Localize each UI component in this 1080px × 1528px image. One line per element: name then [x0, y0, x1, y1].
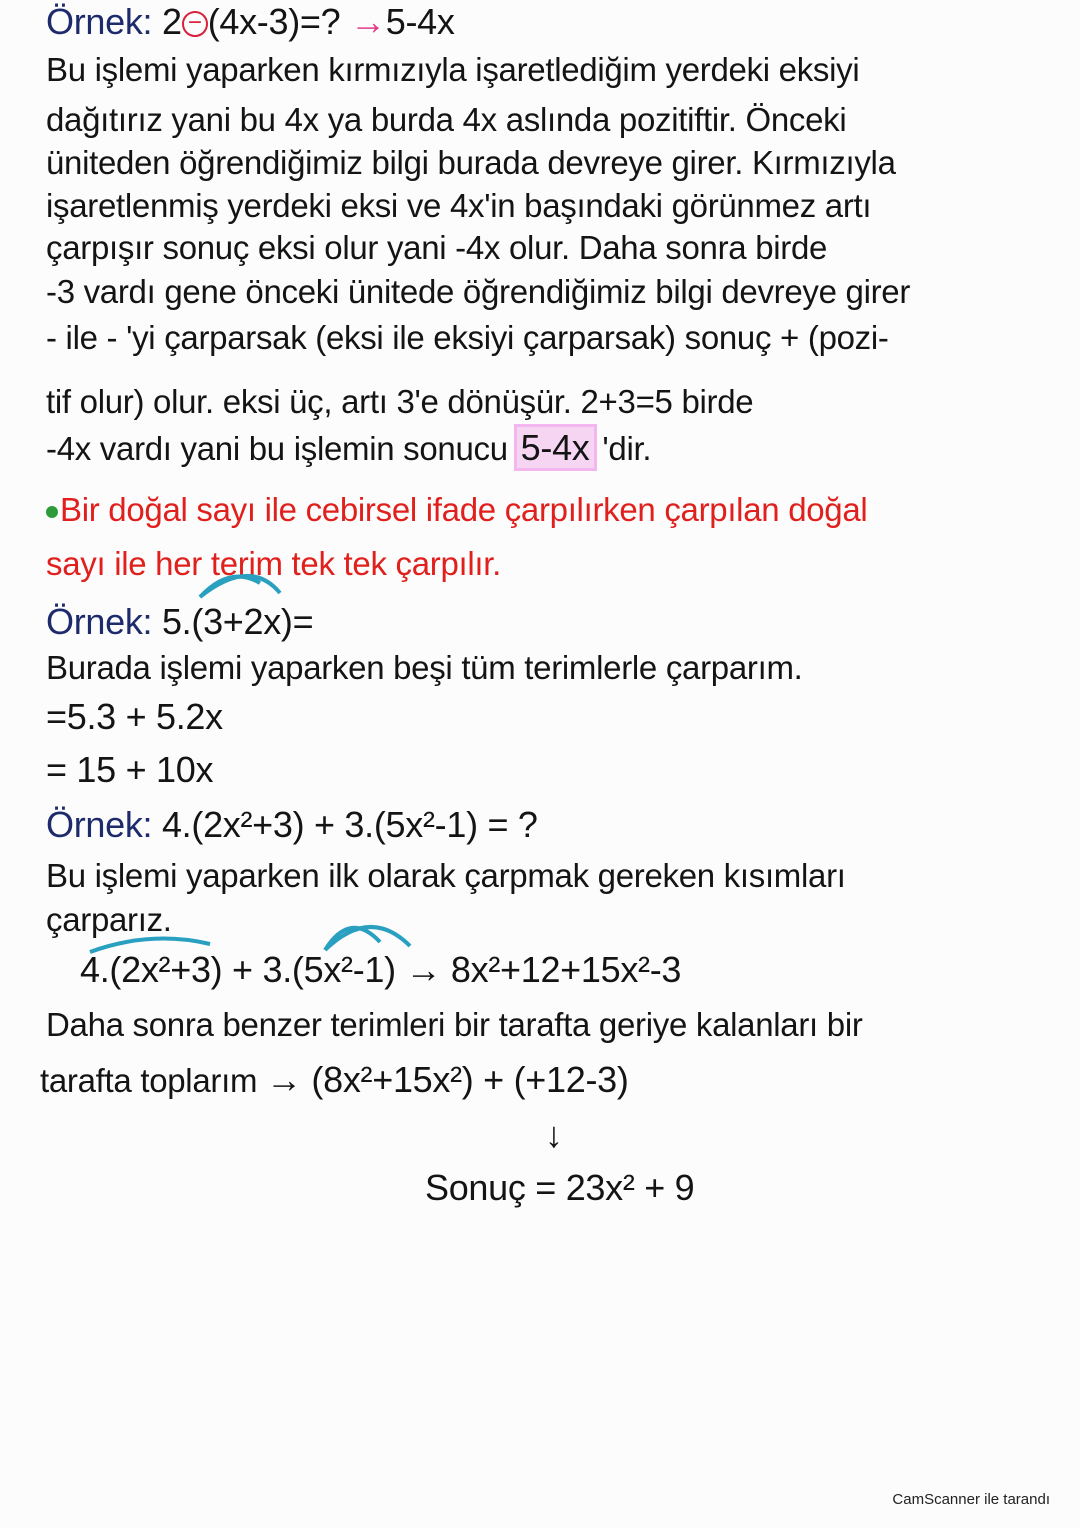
text-line: -3 vardı gene önceki ünitede öğrendiğimiz bilgi devreye girer	[46, 273, 911, 310]
text-line	[40, 1060, 629, 1101]
text-line: Daha sonra benzer terimleri bir tarafta geriye kalanları bir	[46, 1006, 863, 1043]
text-line: dağıtırız yani bu 4x ya burda 4x aslında pozitiftir. Önceki	[46, 101, 847, 138]
text-line: Bu işlemi yaparken kırmızıyla işaretlediğim yerdeki eksiyi	[46, 51, 860, 88]
scanner-watermark: CamScanner ile tarandı	[892, 1491, 1050, 1508]
distribution-arc-icon	[190, 565, 420, 605]
expression: 4.(2x²+3) + 3.(5x²-1) = ?	[161, 804, 538, 845]
expression: 5.(3+2x)=	[161, 601, 314, 642]
final-result: Sonuç = 23x² + 9	[425, 1167, 695, 1208]
text: -4x vardı yani bu işlemin sonucu	[46, 430, 508, 467]
step-line: 4.(2x²+3) + 3.(5x²-1) → 8x²+12+15x²-3	[80, 949, 682, 990]
text-line: Bu işlemi yaparken ilk olarak çarpmak gereken kısımları	[46, 857, 846, 894]
step-line: = 15 + 10x	[46, 749, 214, 790]
example-label: Örnek:	[46, 1, 153, 42]
text-line: işaretlenmiş yerdeki eksi ve 4x'in başındaki görünmez artı	[46, 187, 872, 224]
text-line: çarparız.	[46, 901, 172, 938]
example-label: Örnek:	[46, 601, 153, 642]
text-line: Burada işlemi yaparken beşi tüm terimlerle çarparım.	[46, 649, 803, 686]
down-arrow-icon: ↓	[545, 1114, 563, 1155]
text-line: tif olur) olur. eksi üç, artı 3'e dönüşür. 2+3=5 birde	[46, 383, 754, 420]
text-line: - ile - 'yi çarparsak (eksi ile eksiyi çarparsak) sonuç + (pozi-	[46, 319, 889, 356]
step-line: =5.3 + 5.2x	[46, 696, 223, 737]
bullet-icon	[46, 506, 58, 518]
rule-line: sayı ile her terim tek tek çarpılır.	[46, 545, 502, 582]
text: 'dir.	[602, 430, 652, 467]
expression: 2	[161, 1, 182, 42]
arrow-icon: →	[350, 1, 386, 42]
example3-line	[46, 805, 538, 845]
text-line	[46, 428, 651, 469]
rule-line	[46, 490, 867, 530]
result: 5-4x	[385, 1, 455, 42]
rule-text: Bir doğal sayı ile cebirsel ifade çarpılırken çarpılan doğal	[60, 491, 868, 528]
example-label: Örnek:	[46, 804, 153, 845]
text-line: çarpışır sonuç eksi olur yani -4x olur. Daha sonra birde	[46, 229, 828, 266]
circled-minus-icon: −	[182, 11, 208, 37]
text-line: üniteden öğrendiğimiz bilgi burada devreye girer. Kırmızıyla	[46, 144, 896, 181]
example2-line	[46, 602, 313, 642]
highlighted-result: 5-4x	[517, 427, 594, 468]
expression: → (8x²+15x²) + (+12-3)	[266, 1059, 629, 1100]
example1-line	[46, 2, 455, 42]
expression: (4x-3)=?	[207, 1, 341, 42]
text: tarafta toplarım	[40, 1062, 258, 1099]
